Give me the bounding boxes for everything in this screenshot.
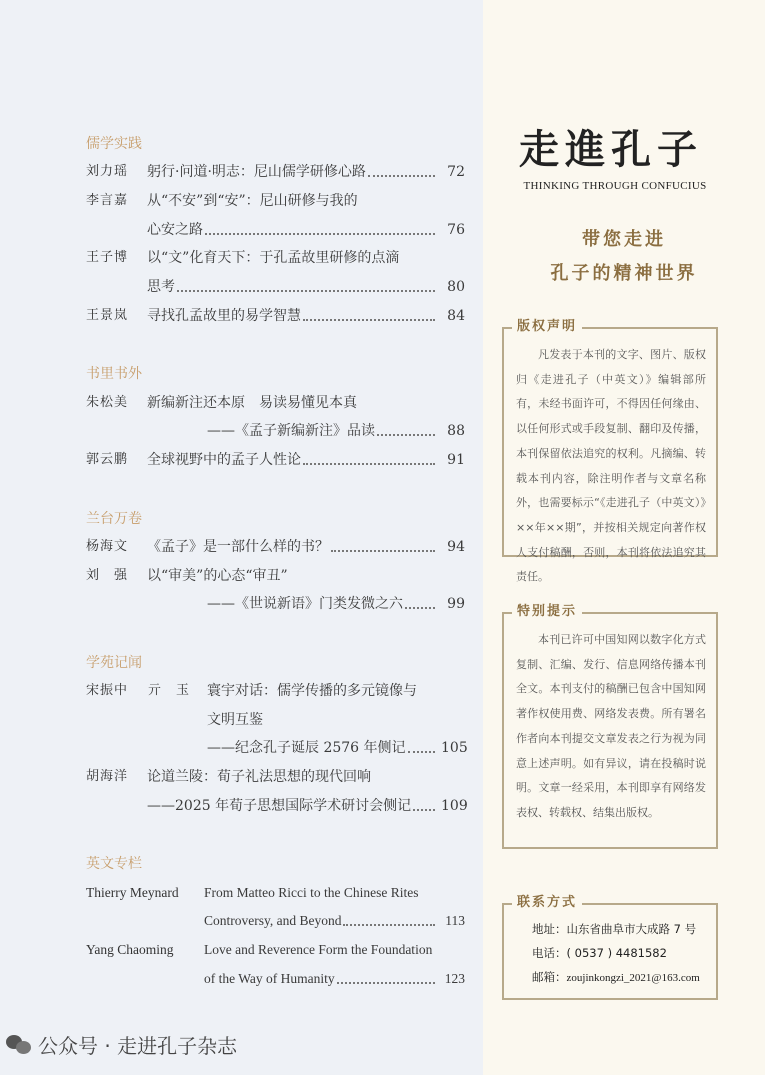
section-heading: 兰台万卷 (86, 510, 142, 527)
entry-title: 心安之路 (147, 221, 203, 238)
toc-entry-link[interactable] (147, 537, 465, 557)
toc-entry-link[interactable] (147, 277, 465, 297)
entry-title: Controversy, and Beyond (204, 913, 342, 929)
entry-title: 思考 (147, 279, 175, 296)
toc-entry-link[interactable] (147, 220, 465, 240)
page-number: 94 (447, 538, 465, 555)
copyright-body: 凡发表于本刊的文字、图片、版权归《走进孔子（中英文）》编辑部所有，未经书面许可，不得因任何缘由、以任何形式或手段复制、翻印及传播，本刊保留依法追究的权利。凡摘编、转载本刊内容，除注明作者与文章名称外，也需要标示“《走进孔子（中英文）》××年××期”，并按相关规定向著作权人支付稿酬，否则，本刊将依法追究其责任。 (516, 348, 706, 584)
entry-title: From Matteo Ricci to the Chinese Rites (204, 884, 419, 900)
section-heading: 英文专栏 (86, 856, 142, 873)
contact-phone: 电话：( 0537 ) 4481582 (532, 946, 667, 960)
entry-title: 《孟子》是一部什么样的书？ (147, 538, 329, 555)
entry-title: ——《世说新语》门类发微之六 (207, 596, 403, 613)
entry-title: of the Way of Humanity (204, 970, 335, 986)
toc-entry-link[interactable] (207, 594, 465, 614)
author-name: 宋振中 (86, 683, 129, 698)
dot-leader (405, 607, 435, 609)
wechat-icon (6, 1035, 32, 1055)
toc-entry-link[interactable] (147, 796, 468, 816)
contact-email-label: 邮箱： (532, 970, 567, 984)
author-name: 刘 强 (86, 567, 129, 583)
page-number: 99 (447, 596, 465, 613)
author-name: 郭云鹏 (86, 452, 129, 467)
watermark-text: 公众号 · 走进孔子杂志 (38, 1034, 238, 1058)
contact-box (502, 895, 718, 1000)
page-number: 76 (447, 221, 465, 238)
english-title: THINKING THROUGH CONFUCIUS (523, 180, 707, 192)
toc-entry-title-line[interactable] (147, 393, 465, 413)
toc-entry-title-line[interactable] (147, 248, 465, 268)
entry-title: ——纪念孔子诞辰 2576 年侧记 (207, 740, 406, 757)
notice-box (502, 604, 718, 849)
entry-title: 以“审美”的心态“审丑” (147, 567, 288, 584)
toc-entry-link[interactable] (204, 911, 465, 931)
toc-entry-title-line[interactable] (204, 940, 465, 960)
page-number: 72 (447, 164, 465, 181)
notice-title: 特别提示 (512, 602, 582, 622)
contact-address: 地址：山东省曲阜市大成路 7 号 (532, 922, 697, 936)
copyright-title: 版权声明 (512, 317, 582, 337)
entry-title: ——2025 年荀子思想国际学术研讨会侧记 (147, 797, 412, 814)
author-name: Yang Chaoming (86, 942, 174, 957)
author-name: 胡海洋 (86, 769, 129, 785)
author-name: Thierry Meynard (86, 884, 179, 900)
dot-leader (303, 319, 435, 321)
entry-title: Love and Reverence Form the Foundation (204, 942, 433, 957)
author-name: 朱松美 (86, 394, 129, 410)
dot-leader (205, 233, 435, 235)
section-heading: 学苑记闻 (86, 654, 142, 671)
entry-title: 寰宇对话：儒学传播的多元镜像与 (207, 683, 417, 699)
author-name: 刘力瑶 (86, 164, 129, 180)
toc-entry-link[interactable] (147, 306, 465, 326)
masthead-panel (483, 0, 765, 1075)
dot-leader (177, 290, 435, 292)
copyright-box (502, 319, 718, 584)
contact-title: 联系方式 (512, 893, 582, 913)
toc-entry-link[interactable] (147, 450, 465, 470)
dot-leader (377, 434, 435, 436)
page-number: 105 (441, 740, 468, 757)
dot-leader (303, 463, 435, 465)
author-name: 王景岚 (86, 307, 129, 323)
entry-title: ——《孟子新编新注》品读 (207, 423, 375, 440)
toc-entry-link[interactable] (207, 421, 465, 441)
entry-title: 寻找孔孟故里的易学智慧 (147, 307, 301, 324)
toc-entry-title-line[interactable] (207, 681, 465, 701)
section-heading: 书里书外 (86, 366, 142, 383)
slogan-line-2: 孔子的精神世界 (550, 263, 698, 284)
magazine-logo: 走進孔子 (519, 126, 703, 173)
entry-title: 从“不安”到“安”：尼山研修与我的 (147, 193, 358, 209)
page-number: 80 (447, 279, 465, 296)
author-name: 王子博 (86, 250, 129, 266)
dot-leader (331, 550, 435, 552)
dot-leader (408, 751, 435, 753)
toc-entry-link[interactable] (207, 738, 468, 758)
author-name: 杨海文 (86, 538, 129, 554)
dot-leader (368, 175, 435, 177)
toc-entry-title-line[interactable] (147, 767, 465, 787)
notice-body: 本刊已许可中国知网以数字化方式复制、汇编、发行、信息网络传播本刊全文。本刊支付的稿酬已包含中国知网著作权使用费、网络发表费。所有署名作者向本刊提交文章发表之行为视为同意上述声明。如有异议，请在投稿时说明。文章一经采用，本刊即享有网络发表权、转载权、结集出版权。 (516, 633, 706, 819)
watermark (6, 1030, 237, 1059)
toc-entry-link[interactable] (204, 969, 465, 989)
toc-entry-title-line[interactable] (207, 710, 465, 730)
author-name: 李言嘉 (86, 193, 129, 208)
dot-leader (343, 924, 435, 926)
toc-entry-title-line[interactable] (147, 191, 465, 211)
page-number: 88 (447, 423, 465, 440)
section-heading: 儒学实践 (86, 136, 142, 152)
entry-title: 以“文”化育天下：于孔孟故里研修的点滴 (147, 250, 400, 267)
page-number: 113 (445, 913, 465, 929)
entry-title: 躬行·问道·明志：尼山儒学研修心路 (147, 164, 366, 181)
page-number: 109 (441, 797, 468, 814)
entry-title: 全球视野中的孟子人性论 (147, 452, 301, 468)
author-name: 亓 玉 (148, 683, 191, 698)
toc-entry-title-line[interactable] (204, 883, 465, 903)
entry-title: 文明互鉴 (207, 711, 263, 728)
dot-leader (413, 809, 435, 811)
entry-title: 论道兰陵：荀子礼法思想的现代回响 (147, 769, 371, 786)
page-number: 91 (447, 452, 465, 468)
entry-title: 新编新注还本原 易读易懂见本真 (147, 394, 357, 411)
toc-entry-title-line[interactable] (147, 566, 465, 586)
contact-email[interactable]: zoujinkongzi_2021@163.com (566, 972, 700, 984)
page-number: 123 (444, 970, 465, 986)
toc-entry-link[interactable] (147, 162, 465, 182)
slogan-line-1: 带您走进 (582, 229, 666, 250)
page-number: 84 (447, 307, 465, 324)
dot-leader (337, 982, 435, 984)
